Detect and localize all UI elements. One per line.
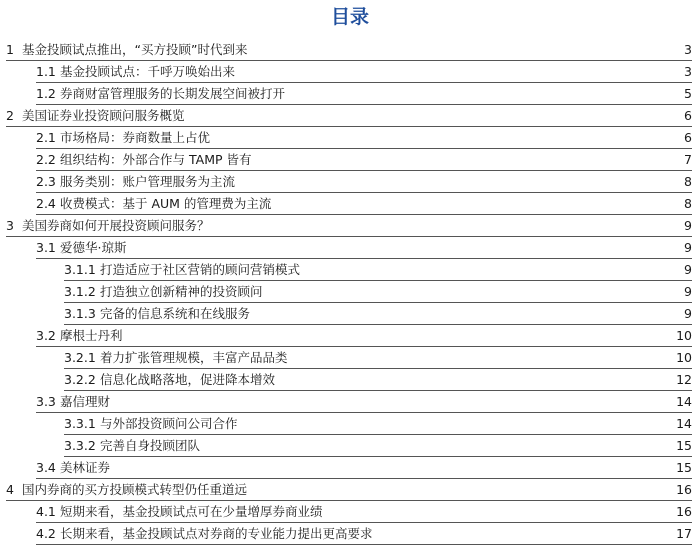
toc-entry-title: 国内券商的买方投顾模式转型仍任重道远 [22,482,248,497]
toc-entry-title: 美国证券业投资顾问服务概览 [22,108,185,123]
toc-entry[interactable] [36,172,692,193]
toc-entry-title: 摩根士丹利 [60,328,123,343]
toc-entry[interactable] [64,370,692,391]
toc-entry-number: 2 [6,108,14,123]
toc-entry-title: 完备的信息系统和在线服务 [100,306,251,321]
toc-entry[interactable] [36,238,692,259]
toc-entry-title: 嘉信理财 [60,394,111,409]
toc-entry-page: 9 [684,218,692,233]
toc-entry-number: 4.1 [36,504,56,519]
toc-entry-page: 17 [676,526,692,541]
toc-entry-number: 3.4 [36,460,56,475]
toc-entry-title: 打造适应于社区营销的顾问营销模式 [100,262,301,277]
toc-entry-number: 4 [6,482,14,497]
toc-entry-number: 2.3 [36,174,56,189]
toc-entry-number: 3.3.2 [64,438,96,453]
toc-entry-title: 短期来看，基金投顾试点可在少量增厚券商业绩 [60,504,323,519]
toc-entry-title: 信息化战略落地，促进降本增效 [100,372,276,387]
toc-entry[interactable] [36,502,692,523]
toc-entry[interactable] [6,216,692,237]
toc-entry[interactable] [64,282,692,303]
toc-entry-page: 6 [684,130,692,145]
toc-entry-page: 14 [676,416,692,431]
toc-entry[interactable] [64,436,692,457]
toc-entry-title: 服务类别：账户管理服务为主流 [60,174,236,189]
toc-entry-page: 16 [676,504,692,519]
toc-entry-title: 收费模式：基于 AUM 的管理费为主流 [60,196,272,211]
toc-entry-page: 9 [684,262,692,277]
toc-entry-page: 12 [676,372,692,387]
toc-entry-number: 4.2 [36,526,56,541]
toc-entry-page: 9 [684,306,692,321]
toc-entry[interactable] [6,480,692,501]
toc-entry-number: 1.2 [36,86,56,101]
toc-entry[interactable] [64,260,692,281]
toc-entry-title: 爱德华·琼斯 [60,240,127,255]
toc-entry-page: 9 [684,284,692,299]
toc-entry-page: 15 [676,438,692,453]
toc-entry-page: 14 [676,394,692,409]
toc-entry-number: 3 [6,218,14,233]
toc-entry-number: 2.2 [36,152,56,167]
toc-entry-page: 8 [684,174,692,189]
toc-entry-page: 10 [676,350,692,365]
toc-entry-title: 基金投顾试点推出，“买方投顾”时代到来 [22,42,248,57]
toc-entry[interactable] [36,326,692,347]
toc-entry-page: 7 [684,152,692,167]
toc-entry[interactable] [36,458,692,479]
toc-entry-number: 3.1.2 [64,284,96,299]
toc-entry-page: 3 [684,42,692,57]
toc-entry[interactable] [36,84,692,105]
toc-entry-title: 美林证券 [60,460,111,475]
toc-entry-number: 3.3.1 [64,416,96,431]
toc-entry[interactable] [36,524,692,545]
page-title: 目录 [330,6,369,28]
toc-entry-number: 2.4 [36,196,56,211]
toc-entry[interactable] [36,128,692,149]
toc-entry-page: 6 [684,108,692,123]
toc-entry-page: 15 [676,460,692,475]
toc-entry[interactable] [36,392,692,413]
toc-entry-number: 3.3 [36,394,56,409]
toc-entry-title: 市场格局：券商数量上占优 [60,130,211,145]
toc-entry-title: 长期来看，基金投顾试点对券商的专业能力提出更高要求 [60,526,373,541]
toc-entry[interactable] [36,150,692,171]
toc-entry-page: 16 [676,482,692,497]
toc-entry[interactable] [36,194,692,215]
toc-entry-title: 打造独立创新精神的投资顾问 [100,284,263,299]
toc-entry-number: 3.1.1 [64,262,96,277]
toc-entry-page: 9 [684,240,692,255]
toc-entry[interactable] [6,40,692,61]
toc-entry-title: 券商财富管理服务的长期发展空间被打开 [60,86,286,101]
toc-entry-title: 组织结构：外部合作与 TAMP 皆有 [60,152,252,167]
toc-entry-page: 8 [684,196,692,211]
toc-entry-number: 3.1 [36,240,56,255]
toc-entry-title: 完善自身投顾团队 [100,438,201,453]
toc-entry-number: 3.2.1 [64,350,96,365]
toc-entry-title: 美国券商如何开展投资顾问服务？ [22,218,210,233]
toc-entry[interactable] [64,348,692,369]
toc-entry-title: 与外部投资顾问公司合作 [100,416,238,431]
toc-entry-title: 基金投顾试点：千呼万唤始出来 [60,64,236,79]
toc-entry[interactable] [6,106,692,127]
toc-entry-number: 2.1 [36,130,56,145]
toc-entry-title: 着力扩张管理规模，丰富产品品类 [100,350,288,365]
toc-entry-number: 1 [6,42,14,57]
toc-entry-number: 3.2.2 [64,372,96,387]
toc-entry-page: 5 [684,86,692,101]
toc-entry-page: 10 [676,328,692,343]
toc-entry-number: 1.1 [36,64,56,79]
toc-entry-number: 3.1.3 [64,306,96,321]
toc-entry[interactable] [64,414,692,435]
toc-entry-page: 3 [684,64,692,79]
toc-entry-number: 3.2 [36,328,56,343]
toc-entry[interactable] [64,304,692,325]
toc-entry[interactable] [36,62,692,83]
